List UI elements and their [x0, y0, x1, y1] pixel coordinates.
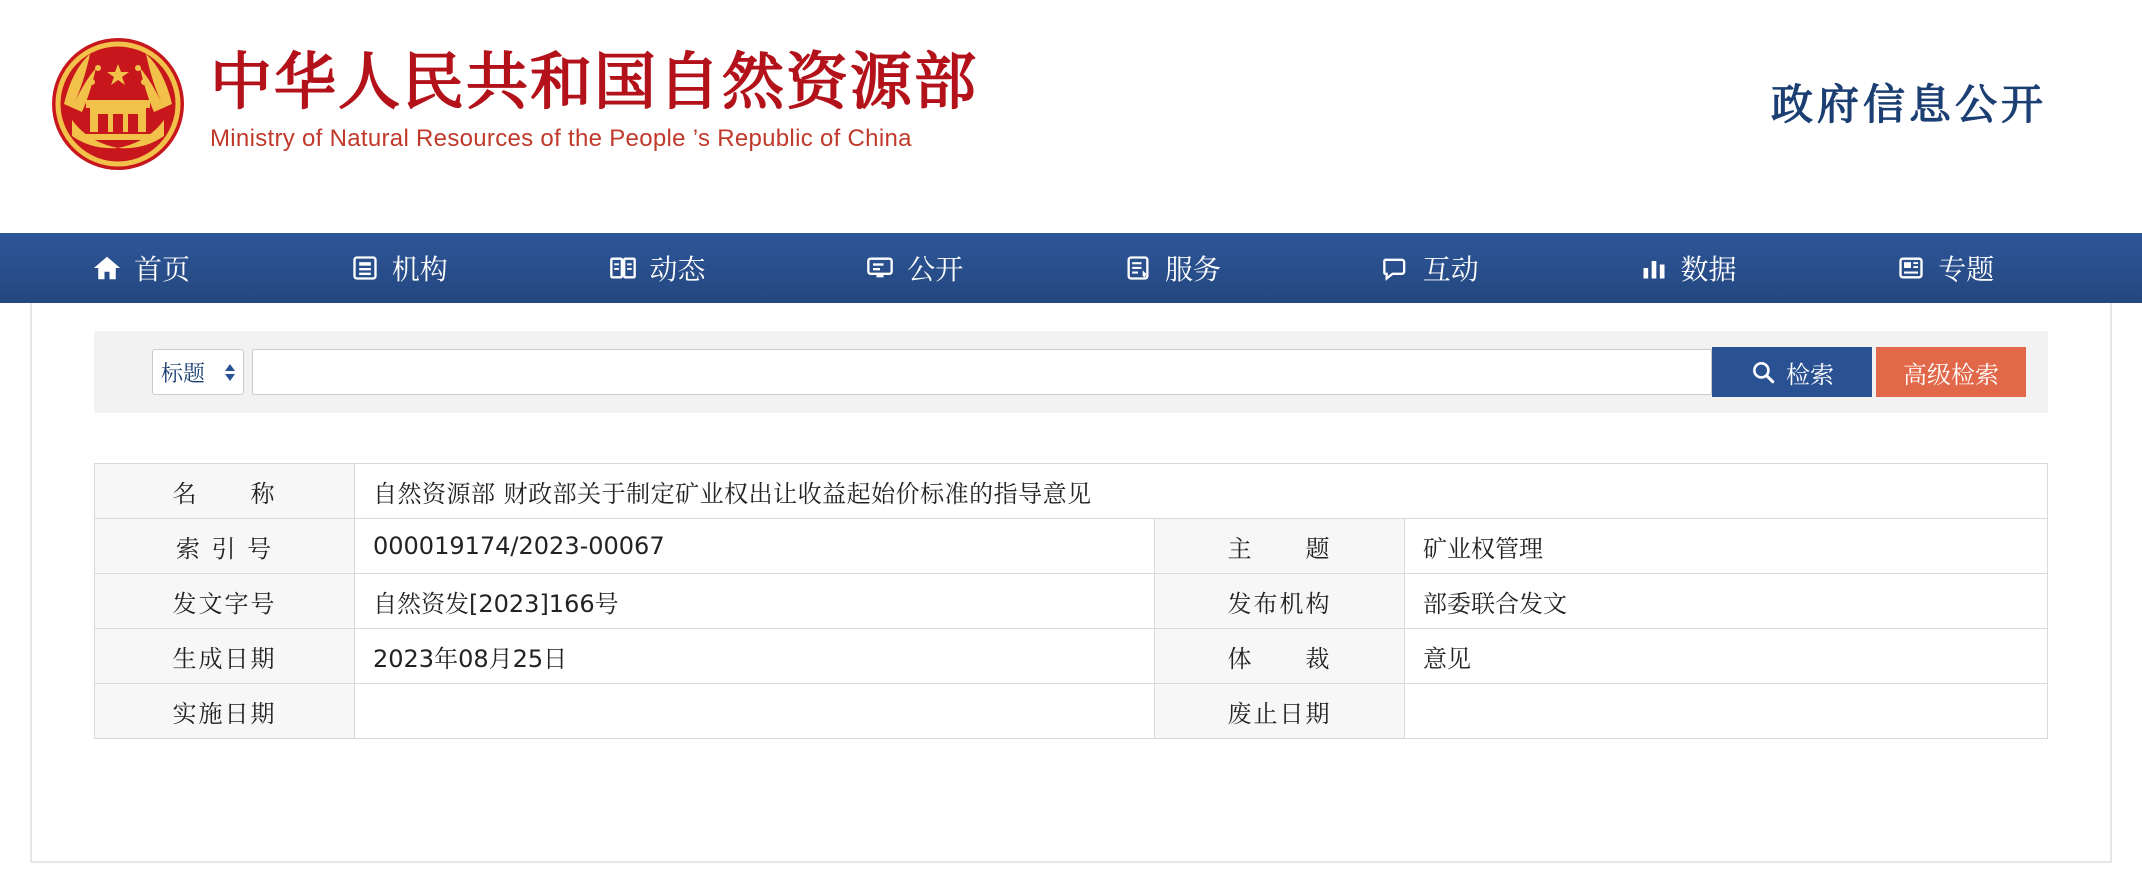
nav-item-topics[interactable]	[1844, 248, 2102, 288]
table-row	[95, 464, 2048, 519]
nav-item-label: 首页	[134, 253, 191, 286]
site-title-block	[210, 46, 978, 153]
row-label-docnumber: 发文字号	[95, 574, 355, 629]
nav-item-label: 专题	[1938, 253, 1995, 286]
news-icon	[1896, 253, 1926, 283]
nav-item-label: 公开	[907, 253, 964, 286]
building-icon	[350, 253, 380, 283]
site-title-cn: 中华人民共和国自然资源部	[210, 45, 979, 118]
nav-item-label: 机构	[391, 253, 448, 286]
monitor-icon	[865, 253, 895, 283]
document-info-table	[94, 463, 2048, 739]
search-field-select[interactable]	[152, 349, 244, 395]
table-row	[95, 629, 2048, 684]
table-row	[95, 519, 2048, 574]
row-label-createdate: 生成日期	[95, 629, 355, 684]
search-button[interactable]	[1712, 347, 1872, 397]
nav-item-label: 服务	[1165, 253, 1222, 286]
row-label-effectivedate: 实施日期	[95, 684, 355, 739]
page-body	[0, 303, 2142, 863]
row-value-name: 自然资源部 财政部关于制定矿业权出让收益起始价标准的指导意见	[355, 464, 2048, 519]
content-frame	[30, 303, 2112, 863]
bar-chart-icon	[1639, 253, 1669, 283]
row-value-subject: 矿业权管理	[1405, 519, 2048, 574]
row-value-createdate: 2023年08月25日	[355, 629, 1155, 684]
row-value-docnumber: 自然资发[2023]166号	[355, 574, 1155, 629]
chevron-updown-icon	[225, 364, 235, 381]
row-value-effectivedate	[355, 684, 1155, 739]
clipboard-icon	[1123, 253, 1153, 283]
row-label-expirydate: 废止日期	[1155, 684, 1405, 739]
nav-item-news[interactable]	[556, 248, 814, 288]
search-button-label: 检索	[1786, 360, 1834, 389]
row-label-publisher: 发布机构	[1155, 574, 1405, 629]
row-value-index: 000019174/2023-00067	[355, 519, 1155, 574]
home-icon	[92, 253, 122, 283]
row-label-index: 索 引 号	[95, 519, 355, 574]
row-value-publisher: 部委联合发文	[1405, 574, 2048, 629]
search-input[interactable]	[252, 349, 1712, 395]
row-label-subject: 主 题	[1155, 519, 1405, 574]
nav-item-disclosure[interactable]	[813, 248, 1071, 288]
book-icon	[608, 253, 638, 283]
row-label-genre: 体 裁	[1155, 629, 1405, 684]
search-bar	[94, 331, 2048, 413]
nav-item-label: 数据	[1680, 253, 1737, 286]
advanced-search-button[interactable]: 高级检索	[1876, 347, 2026, 397]
nav-item-home[interactable]	[40, 248, 298, 288]
nav-item-service[interactable]	[1071, 248, 1329, 288]
nav-item-label: 互动	[1422, 253, 1479, 286]
chat-icon	[1381, 253, 1411, 283]
site-title-en: Ministry of Natural Resources of the People ’s Republic of China	[210, 125, 912, 153]
main-navigation	[0, 233, 2142, 303]
site-header	[0, 0, 2142, 233]
nav-item-data[interactable]	[1587, 248, 1845, 288]
row-value-expirydate	[1405, 684, 2048, 739]
national-emblem-icon	[48, 34, 188, 174]
nav-item-interaction[interactable]	[1329, 248, 1587, 288]
row-label-name: 名 称	[95, 464, 355, 519]
nav-item-organization[interactable]	[298, 248, 556, 288]
page-title: 政府信息公开	[1770, 80, 2047, 129]
nav-item-label: 动态	[649, 253, 706, 286]
search-icon	[1750, 359, 1776, 385]
row-value-genre: 意见	[1405, 629, 2048, 684]
search-field-select-label: 标题	[161, 361, 206, 387]
table-row	[95, 684, 2048, 739]
table-row	[95, 574, 2048, 629]
